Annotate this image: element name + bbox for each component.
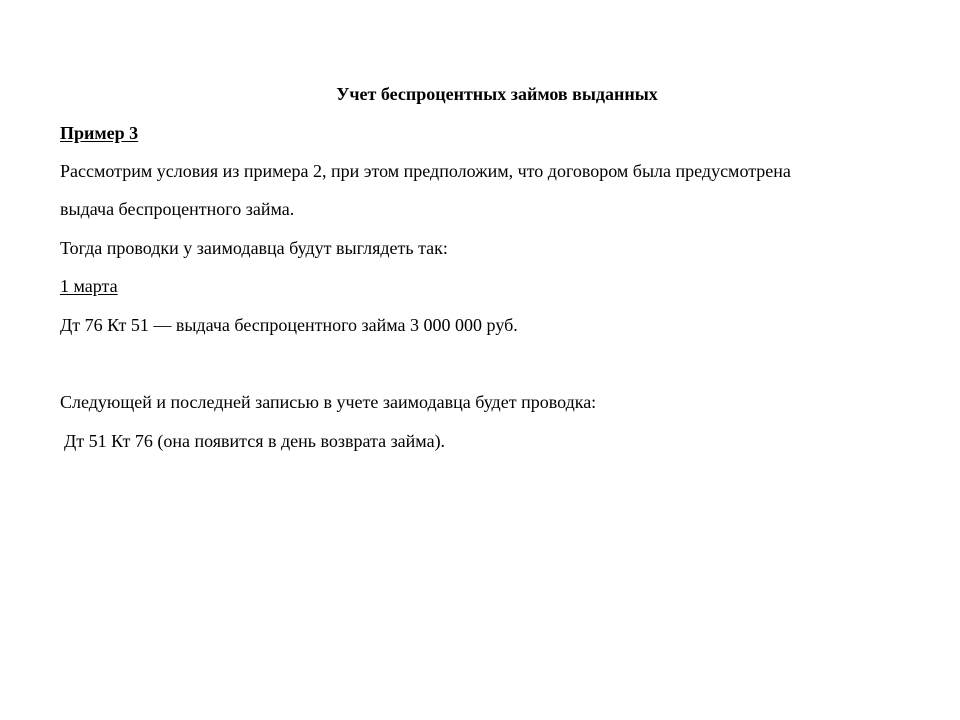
paragraph-conditions-line1: Рассмотрим условия из примера 2, при этом предположим, что договором была предусмотрена [60, 161, 791, 181]
paragraph-entries-intro: Тогда проводки у заимодавца будут выглядеть так: [60, 238, 448, 258]
entry-date-label: 1 марта [60, 276, 118, 296]
example-heading: Пример 3 [60, 123, 139, 143]
document-title: Учет беспроцентных займов выданных [336, 84, 658, 104]
accounting-entry-issue: Дт 76 Кт 51 — выдача беспроцентного займа 3 000 000 руб. [60, 315, 518, 335]
accounting-entry-return: Дт 51 Кт 76 (она появится в день возврата займа). [64, 431, 446, 451]
paragraph-final-entry-intro: Следующей и последней записью в учете заимодавца будет проводка: [60, 392, 597, 412]
paragraph-conditions-line2: выдача беспроцентного займа. [60, 199, 295, 219]
